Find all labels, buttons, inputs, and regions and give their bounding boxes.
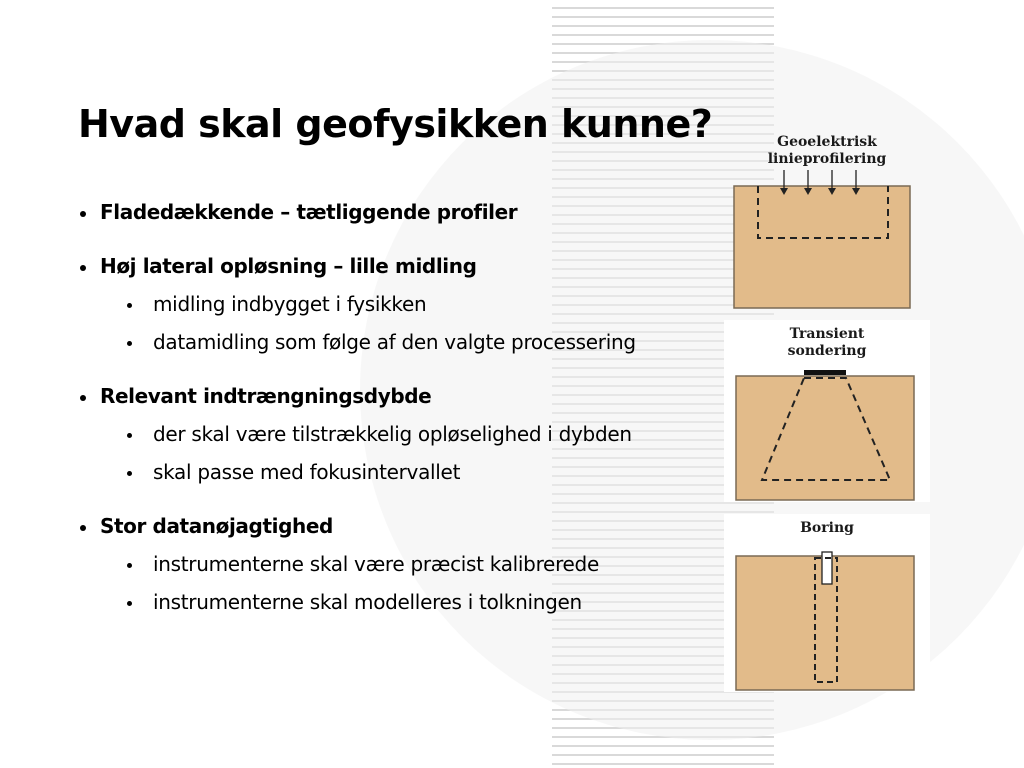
- bullet-text: Stor datanøjagtighed: [100, 514, 333, 538]
- sub-bullet-item: datamidling som følge af den valgte processering: [100, 323, 718, 361]
- method-diagrams: [724, 120, 930, 694]
- boring-diagram: [724, 514, 930, 692]
- transient-illustration: [724, 320, 930, 502]
- sub-bullet-item: instrumenterne skal modelleres i tolkningen: [100, 583, 718, 621]
- boring-illustration: [724, 514, 930, 692]
- bullet-item: [78, 377, 718, 491]
- bullet-text: Høj lateral opløsning – lille midling: [100, 254, 477, 278]
- boring-label: Boring: [800, 520, 854, 536]
- sub-bullet-item: midling indbygget i fysikken: [100, 285, 718, 323]
- transient-diagram: [724, 320, 930, 502]
- geoelectric-diagram: [724, 120, 930, 310]
- bullet-text: Fladedækkende – tætliggende profiler: [100, 200, 518, 224]
- bullet-text: Relevant indtrængningsdybde: [100, 384, 432, 408]
- slide-title: Hvad skal geofysikken kunne?: [78, 102, 713, 146]
- sub-bullet-list: [100, 545, 718, 621]
- bullet-item: [78, 193, 718, 231]
- sub-bullet-item: der skal være tilstrækkelig opløselighed i dybden: [100, 415, 718, 453]
- geoelectric-illustration: [724, 120, 930, 310]
- sub-bullet-item: skal passe med fokusintervallet: [100, 453, 718, 491]
- geoelectric-label: Geoelektrisk linieprofilering: [767, 134, 887, 167]
- sub-bullet-item: instrumenterne skal være præcist kalibrerede: [100, 545, 718, 583]
- transient-label: Transient sondering: [787, 326, 867, 359]
- bullet-list: [78, 193, 718, 637]
- sub-bullet-list: [100, 285, 718, 361]
- bullet-item: [78, 507, 718, 621]
- sub-bullet-list: [100, 415, 718, 491]
- bullet-item: [78, 247, 718, 361]
